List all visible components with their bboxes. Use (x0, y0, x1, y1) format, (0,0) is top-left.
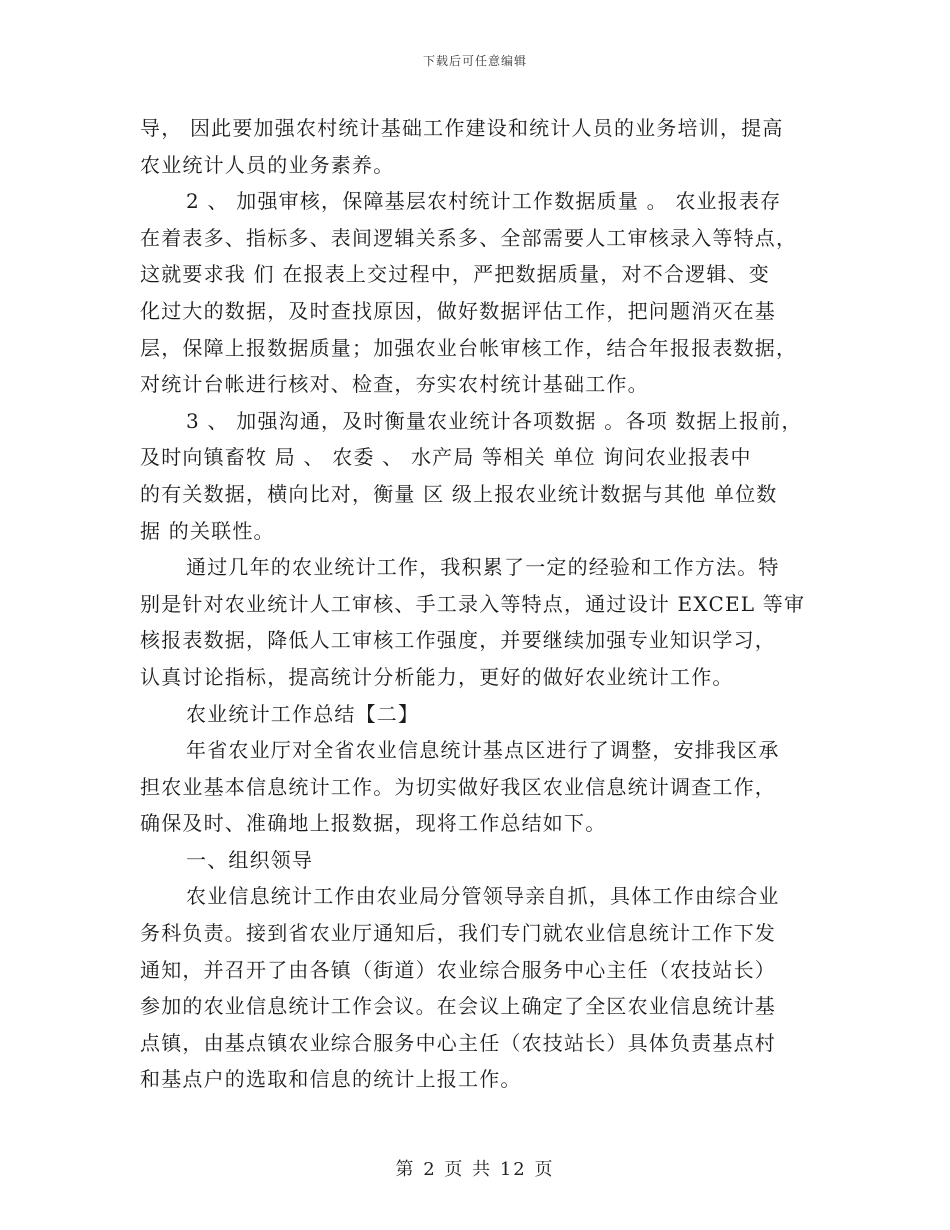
page-footer: 第 2 页 共 12 页 (395, 1159, 555, 1180)
text-line: 一、组织领导 (186, 847, 314, 872)
text-line: 点镇，由基点镇农业综合服务中心主任（农技站长）具体负责基点村 (140, 1030, 776, 1055)
text-line: 别是针对农业统计人工审核、手工录入等特点，通过设计 EXCEL 等审 (140, 591, 806, 616)
text-line: 3 、 加强沟通，及时衡量农业统计各项数据 。各项 数据上报前， (186, 408, 803, 433)
text-line: 农业统计人员的业务素养。 (140, 152, 395, 177)
text-line: 通过几年的农业统计工作，我积累了一定的经验和工作方法。特 (186, 555, 780, 580)
text-line: 在着表多、指标多、表间逻辑关系多、全部需要人工审核录入等特点， (140, 225, 798, 250)
text-line: 这就要求我 们 在报表上交过程中，严把数据质量，对不合逻辑、变 (140, 262, 770, 287)
text-line: 认真讨论指标，提高统计分析能力，更好的做好农业统计工作。 (140, 664, 734, 689)
text-line: 层，保障上报数据质量；加强农业台帐审核工作，结合年报报表数据， (140, 335, 798, 360)
text-line: 化过大的数据，及时查找原因，做好数据评估工作，把问题消灭在基 (140, 298, 776, 323)
text-line: 及时向镇畜牧 局 、 农委 、 水产局 等相关 单位 询问农业报表中 (140, 445, 752, 470)
text-line: 务科负责。接到省农业厅通知后，我们专门就农业信息统计工作下发 (140, 921, 776, 946)
page-header: 下载后可任意编辑 (422, 54, 527, 68)
text-line: 年省农业厅对全省农业信息统计基点区进行了调整，安排我区承 (186, 738, 780, 763)
text-line: 和基点户的选取和信息的统计上报工作。 (140, 1067, 522, 1092)
text-line: 据 的关联性。 (140, 518, 275, 543)
document-body (140, 110, 830, 1098)
text-line: 参加的农业信息统计工作会议。在会议上确定了全区农业信息统计基 (140, 994, 776, 1019)
text-line: 的有关数据，横向比对，衡量 区 级上报农业统计数据与其他 单位数 (140, 481, 778, 506)
text-line: 农业统计工作总结【二】 (186, 701, 420, 726)
text-line: 2 、 加强审核，保障基层农村统计工作数据质量 。 农业报表存 (186, 189, 782, 214)
text-line: 确保及时、准确地上报数据，现将工作总结如下。 (140, 811, 607, 836)
text-line: 农业信息统计工作由农业局分管领导亲自抓，具体工作由综合业 (186, 884, 780, 909)
text-line: 对统计台帐进行核对、检查，夯实农村统计基础工作。 (140, 372, 649, 397)
text-line: 担农业基本信息统计工作。为切实做好我区农业信息统计调查工作， (140, 774, 776, 799)
text-line: 导， 因此要加强农村统计基础工作建设和统计人员的业务培训，提高 (140, 116, 784, 140)
text-line: 核报表数据，降低人工审核工作强度，并要继续加强专业知识学习， (140, 628, 776, 653)
text-line: 通知，并召开了由各镇（街道）农业综合服务中心主任（农技站长） (140, 957, 776, 982)
